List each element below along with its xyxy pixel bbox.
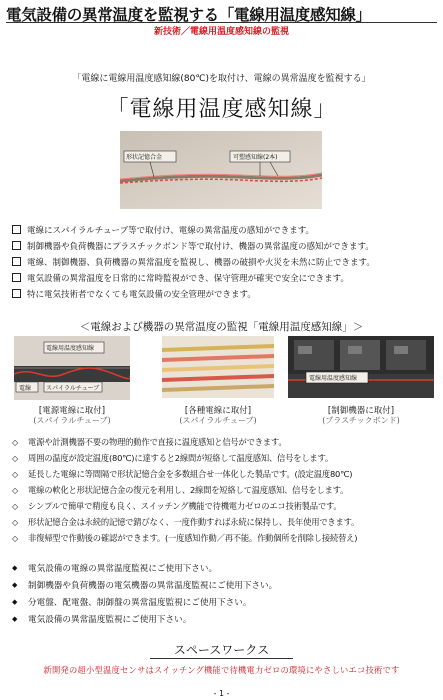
main-photo-image [120, 131, 322, 209]
photo-various-cables-image [162, 336, 274, 398]
checklist-item: 電線にスパイラルチューブ等で取付け、電線の異常温度の感知ができます。 [12, 224, 314, 236]
checklist-item: 電線、制御機器、負荷機器の異常温度を監視し、機器の破損や火災を未然に防止できます。 [12, 256, 375, 268]
feature-item: ◇ 非復帰型で作動後の確認ができます。(一度感知作動／再不能。作動個所を削除し接続替え) [12, 533, 358, 543]
use-item: ◆ 電気設備の電線の異常温度監視にご使用下さい。 [12, 564, 218, 574]
diamond-icon: ◇ [12, 518, 18, 527]
checklist-item: 電気設備の異常温度を日常的に常時監視ができ、保守管理が確実で安全にできます。 [12, 272, 349, 284]
feature-item: ◇ 電源や計測機器不要の物理的動作で直接に温度感知と信号ができます。 [12, 437, 287, 447]
photo3-label-sensor: 電線用温度感知線 [309, 375, 358, 382]
page-number: - 1 - [213, 689, 230, 698]
feature-item: ◇ シンプルで簡単で精度も良く、スイッチング機能で待機電力ゼロのエコ技術製品です。 [12, 501, 342, 511]
filled-diamond-icon: ◆ [12, 564, 18, 572]
filled-diamond-icon: ◆ [12, 615, 18, 623]
checkbox-icon [12, 273, 21, 282]
feature-item: ◇ 電線の軟化と形状記憶合金の復元を利用し、2線間を短絡して温度感知、信号をします。 [12, 485, 349, 495]
diamond-icon: ◇ [12, 502, 18, 511]
main-photo [120, 131, 322, 209]
checkbox-icon [12, 225, 21, 234]
section-title: ＜電線および機器の異常温度の監視「電線用温度感知線」＞ [79, 321, 364, 333]
photo-label-left: 形状記憶合金 [126, 154, 163, 161]
feature-item: ◇ 延長した電線に等間隔で形状記憶合金を多数組合せ一体化した製品です。(設定温度80℃) [12, 469, 353, 479]
checklist-item: 特に電気技術者でなくても電気設備の安全管理ができます。 [12, 288, 256, 300]
use-item: ◆ 分電盤、配電盤、制御盤の異常温度監視にご使用下さい。 [12, 598, 252, 608]
product-name: 「電線用温度感知線」 [106, 97, 337, 122]
photo-label-right: 可塑感知線(2本) [233, 154, 278, 161]
photo3-subcaption: (プラスチックボンド) [322, 416, 400, 425]
photo1-label-sensor: 電線用温度感知線 [46, 345, 95, 352]
page-subtitle: 新技術／電線用温度感知線の監視 [153, 27, 289, 37]
filled-diamond-icon: ◆ [12, 598, 18, 606]
photo1-caption: [電源電線に取付] [38, 406, 106, 416]
title-rule [6, 22, 437, 23]
filled-diamond-icon: ◆ [12, 581, 18, 589]
diamond-icon: ◇ [12, 438, 18, 447]
intro-text: 「電線に電線用温度感知線(80℃)を取付け、電線の異常温度を監視する」 [72, 74, 371, 84]
checkbox-icon [12, 257, 21, 266]
feature-item: ◇ 周囲の温度が設定温度(80℃)に達すると2線間が短絡して温度感知、信号をします。 [12, 453, 334, 463]
photo-control-device [288, 336, 434, 398]
photo2-subcaption: (スパイラルチューブ) [179, 416, 257, 425]
feature-item: ◇ 形状記憶合金は永続的記憶で錆びなく、一度作動すれば永続に保持し、長年使用できます。 [12, 517, 360, 527]
use-item: ◆ 制御機器や負荷機器の電気機器の異常温度監視にご使用下さい。 [12, 581, 278, 591]
use-item: ◆ 電気設備の異常温度監視にご使用下さい。 [12, 615, 192, 625]
diamond-icon: ◇ [12, 486, 18, 495]
photo-various-cables [162, 336, 274, 398]
diamond-icon: ◇ [12, 454, 18, 463]
diamond-icon: ◇ [12, 470, 18, 479]
photo1-label-wire: 電線 [19, 385, 32, 392]
photo-control-device-image [288, 336, 434, 398]
photo1-subcaption: (スパイラルチューブ) [33, 416, 111, 425]
company-name: スペースワークス [173, 643, 270, 657]
checkbox-icon [12, 241, 21, 250]
company-rule [150, 658, 293, 659]
page-title: 電気設備の異常温度を監視する「電線用温度感知線」 [6, 6, 371, 24]
checklist-item: 制御機器や負荷機器にプラスチックボンド等で取付け、機器の異常温度の感知ができます。 [12, 240, 374, 252]
photo3-caption: [制御機器に取付] [327, 406, 395, 416]
checkbox-icon [12, 289, 21, 298]
photo2-caption: [各種電線に取付] [184, 406, 252, 416]
footer-tagline: 新開発の超小型温度センサはスイッチング機能で待機電力ゼロの環境にやさしいエコ技術です [43, 665, 400, 675]
diamond-icon: ◇ [12, 534, 18, 543]
photo-power-cable [14, 336, 130, 400]
photo1-label-tube: スパイラルチューブ [46, 385, 100, 392]
